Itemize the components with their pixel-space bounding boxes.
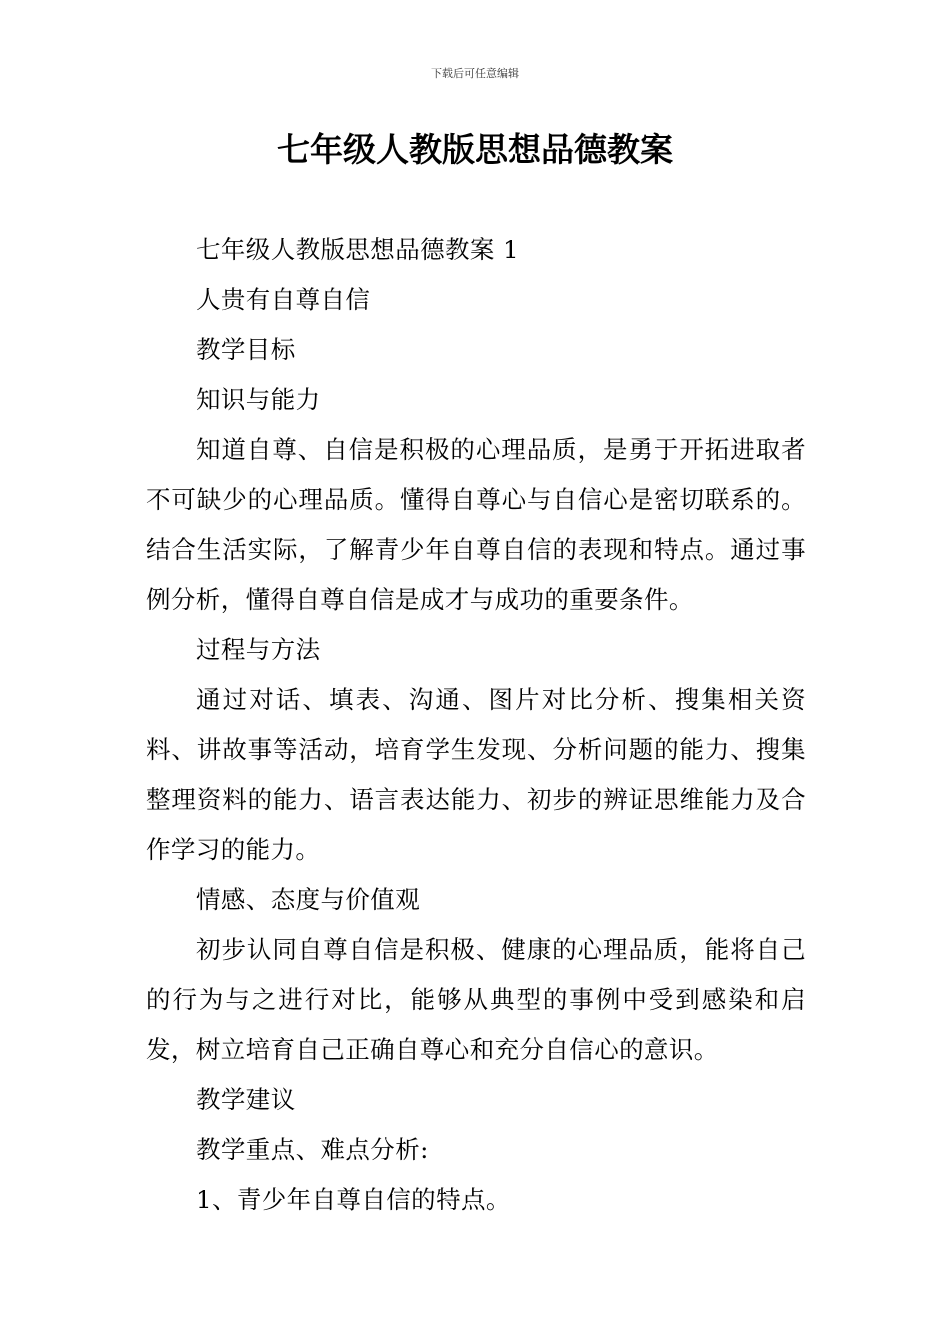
document-body	[146, 225, 806, 1225]
document-title: 七年级人教版思想品德教案	[277, 130, 673, 169]
list-item-1: 1、青少年自尊自信的特点。	[196, 1185, 511, 1214]
paragraph-process: 通过对话、填表、沟通、图片对比分析、搜集相关资料、讲故事等活动，培育学生发现、分析问题的能力、搜集整理资料的能力、语言表达能力、初步的辨证思维能力及合作学习的能力。	[146, 685, 806, 864]
paragraph-knowledge: 知道自尊、自信是积极的心理品质，是勇于开拓进取者不可缺少的心理品质。懂得自尊心与自信心是密切联系的。结合生活实际，了解青少年自尊自信的表现和特点。通过事例分析，懂得自尊自信是成才与成功的重要条件。	[146, 435, 806, 614]
subheading-key-points: 教学重点、难点分析:	[196, 1135, 429, 1164]
subheading-process-method: 过程与方法	[196, 635, 321, 664]
subheading-teaching-goals: 教学目标	[196, 335, 296, 364]
subheading-values: 情感、态度与价值观	[196, 885, 421, 914]
section-heading: 七年级人教版思想品德教案 1	[196, 235, 519, 264]
paragraph-values: 初步认同自尊自信是积极、健康的心理品质，能将自己的行为与之进行对比，能够从典型的事例中受到感染和启发，树立培育自己正确自尊心和充分自信心的意识。	[146, 935, 806, 1064]
header-note: 下载后可任意编辑	[431, 67, 519, 80]
subheading-knowledge-ability: 知识与能力	[196, 385, 321, 414]
subheading-teaching-suggestions: 教学建议	[196, 1085, 296, 1114]
lesson-title: 人贵有自尊自信	[196, 285, 371, 314]
